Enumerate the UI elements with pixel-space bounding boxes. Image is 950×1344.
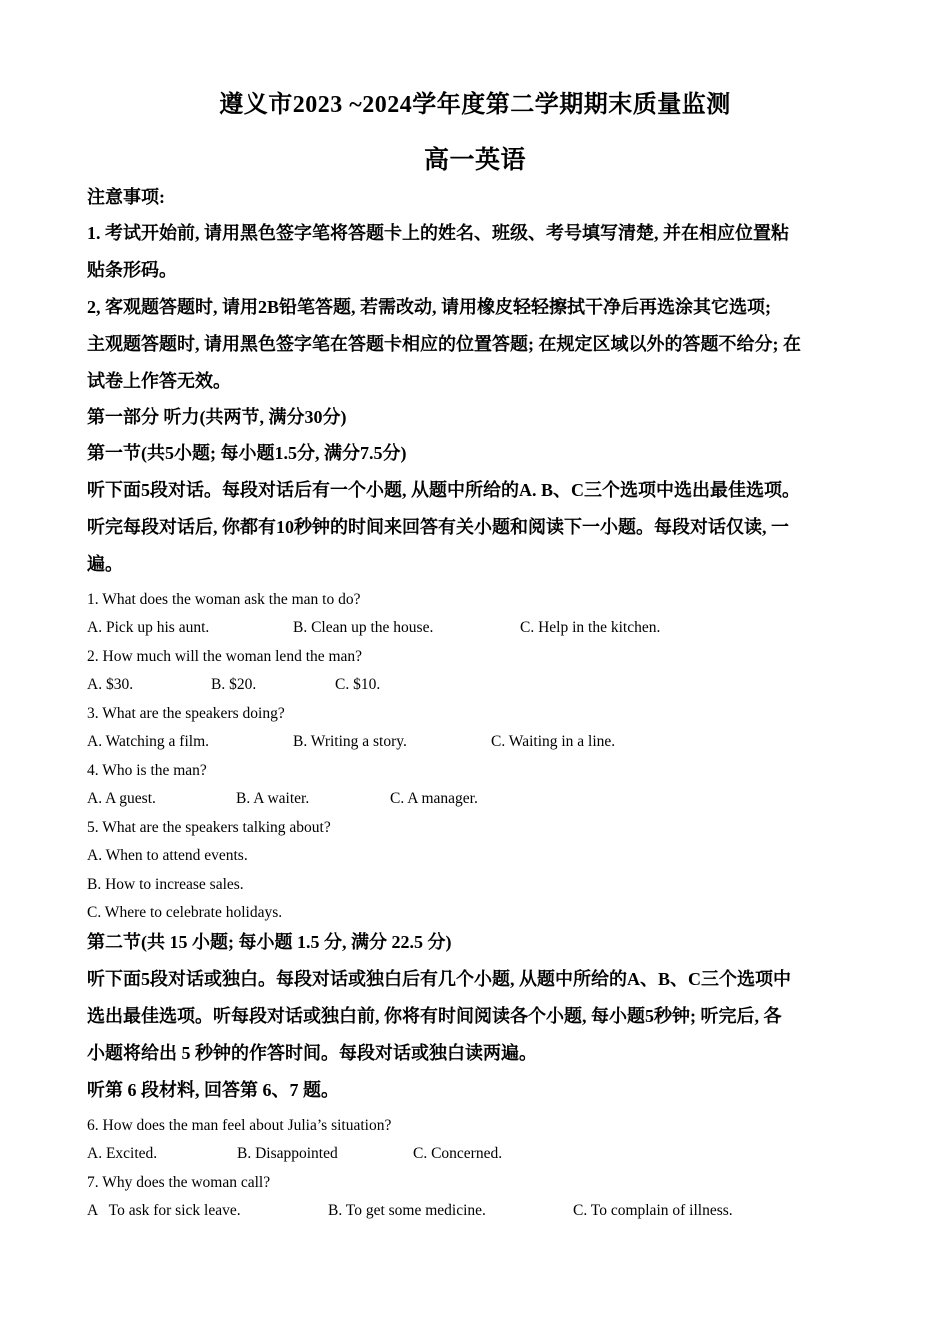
section2-heading: 第二节(共 15 小题; 每小题 1.5 分, 满分 22.5 分) bbox=[87, 932, 452, 952]
question-4-option-c: C. A manager. bbox=[390, 790, 478, 807]
question-7-stem: 7. Why does the woman call? bbox=[87, 1174, 271, 1191]
question-1-option-a: A. Pick up his aunt. bbox=[87, 619, 210, 636]
question-5-stem: 5. What are the speakers talking about? bbox=[87, 819, 331, 836]
section1-heading: 第一节(共5小题; 每小题1.5分, 满分7.5分) bbox=[87, 443, 407, 463]
question-1-option-c: C. Help in the kitchen. bbox=[520, 619, 661, 636]
question-2-option-a: A. $30. bbox=[87, 676, 134, 693]
question-7-option-b: B. To get some medicine. bbox=[328, 1202, 486, 1219]
section2-instruction-line3: 小题将给出 5 秒钟的作答时间。每段对话或独白读两遍。 bbox=[87, 1043, 537, 1063]
question-1-option-b: B. Clean up the house. bbox=[293, 619, 434, 636]
exam-title: 遵义市2023 ~2024学年度第二学期期末质量监测 bbox=[219, 92, 731, 118]
question-5-option-c: C. Where to celebrate holidays. bbox=[87, 904, 283, 921]
question-1-stem: 1. What does the woman ask the man to do? bbox=[87, 591, 361, 608]
question-3-option-c: C. Waiting in a line. bbox=[491, 733, 616, 750]
section1-instruction-line1: 听下面5段对话。每段对话后有一个小题, 从题中所给的A. B、C三个选项中选出最佳选项。 bbox=[87, 480, 801, 500]
question-3-stem: 3. What are the speakers doing? bbox=[87, 705, 285, 722]
exam-subject: 高一英语 bbox=[423, 147, 526, 174]
question-4-option-b: B. A waiter. bbox=[236, 790, 310, 807]
notice-item1-line2: 贴条形码。 bbox=[87, 260, 177, 280]
question-7-option-c: C. To complain of illness. bbox=[573, 1202, 733, 1219]
question-4-stem: 4. Who is the man? bbox=[87, 762, 207, 779]
notice-item1-line1: 1. 考试开始前, 请用黑色签字笔将答题卡上的姓名、班级、考号填写清楚, 并在相应位置粘 bbox=[87, 223, 789, 243]
material-6-heading: 听第 6 段材料, 回答第 6、7 题。 bbox=[87, 1080, 339, 1100]
question-6-option-c: C. Concerned. bbox=[413, 1145, 503, 1162]
question-3-option-a: A. Watching a film. bbox=[87, 733, 210, 750]
notice-heading: 注意事项: bbox=[87, 187, 165, 207]
part1-heading: 第一部分 听力(共两节, 满分30分) bbox=[87, 407, 347, 427]
question-2-option-c: C. $10. bbox=[335, 676, 381, 693]
section2-instruction-line1: 听下面5段对话或独白。每段对话或独白后有几个小题, 从题中所给的A、B、C三个选项中 bbox=[87, 969, 792, 989]
notice-item2-line1: 2, 客观题答题时, 请用2B铅笔答题, 若需改动, 请用橡皮轻轻擦拭干净后再选涂其它选项; bbox=[87, 297, 771, 317]
question-6-stem: 6. How does the man feel about Julia’s situation? bbox=[87, 1117, 392, 1134]
notice-item2-line3: 试卷上作答无效。 bbox=[87, 371, 231, 391]
question-6-option-a: A. Excited. bbox=[87, 1145, 158, 1162]
question-6-option-b: B. Disappointed bbox=[237, 1145, 338, 1162]
section1-instruction-line2: 听完每段对话后, 你都有10秒钟的时间来回答有关小题和阅读下一小题。每段对话仅读, 一 bbox=[87, 517, 789, 537]
question-5-option-b: B. How to increase sales. bbox=[87, 876, 244, 893]
section2-instruction-line2: 选出最佳选项。听每段对话或独白前, 你将有时间阅读各个小题, 每小题5秒钟; 听完后, 各 bbox=[87, 1006, 782, 1026]
question-2-stem: 2. How much will the woman lend the man? bbox=[87, 648, 363, 665]
notice-item2-line2: 主观题答题时, 请用黑色签字笔在答题卡相应的位置答题; 在规定区域以外的答题不给分; 在 bbox=[87, 334, 801, 354]
question-7-option-a: A To ask for sick leave. bbox=[87, 1202, 241, 1219]
question-2-option-b: B. $20. bbox=[211, 676, 257, 693]
question-5-option-a: A. When to attend events. bbox=[87, 847, 248, 864]
question-3-option-b: B. Writing a story. bbox=[293, 733, 407, 750]
question-4-option-a: A. A guest. bbox=[87, 790, 156, 807]
section1-instruction-line3: 遍。 bbox=[87, 554, 123, 574]
